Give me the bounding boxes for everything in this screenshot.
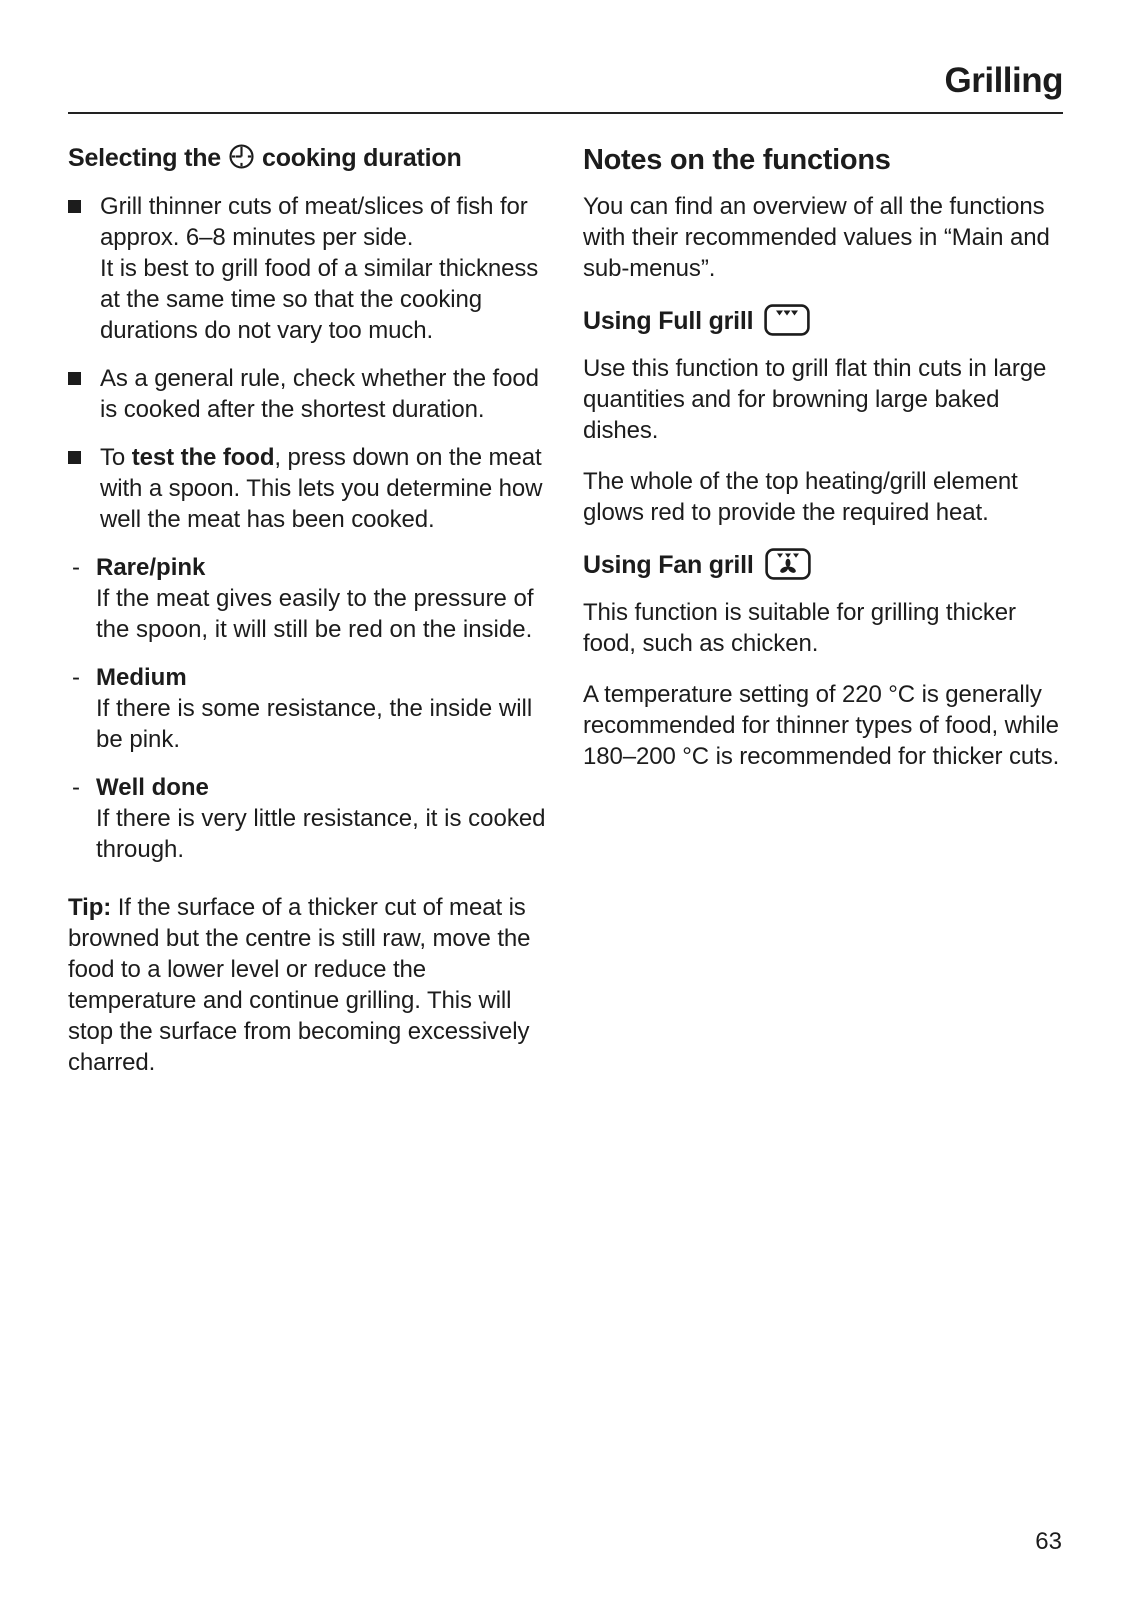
tip-paragraph — [68, 892, 550, 1078]
bullet-item-test-the-food — [68, 442, 550, 535]
right-column — [583, 143, 1063, 1098]
section-heading-notes: Notes on the functions — [583, 144, 891, 176]
bullet-text — [100, 363, 550, 425]
full-grill-paragraph-2: The whole of the top heating/grill element glows red to provide the required heat. — [583, 468, 1018, 526]
tip-text: If the surface of a thicker cut of meat is browned but the centre is still raw, move the food to a lower level or reduce the temperature and continue grilling. This will stop the surface from becoming excessively charred. — [68, 894, 531, 1076]
section-heading-cooking-duration — [68, 143, 550, 174]
fan-grill-paragraph-1: This function is suitable for grilling thicker food, such as chicken. — [583, 599, 1016, 657]
page-number: 63 — [1035, 1528, 1062, 1555]
heading-text-pre: Selecting the — [68, 144, 221, 172]
header-rule — [68, 112, 1063, 114]
tip-label: Tip: — [68, 894, 112, 921]
square-bullet-marker — [68, 451, 81, 464]
doneness-body — [96, 662, 550, 755]
doneness-item-rare — [68, 552, 550, 645]
doneness-text: If there is some resistance, the inside will be pink. — [96, 695, 533, 753]
bullet-paragraph — [100, 442, 550, 535]
bullet-item-grill-thinner-cuts — [68, 191, 550, 346]
subheading-fan-grill — [583, 548, 1063, 581]
dash-marker: - — [72, 554, 80, 581]
bullet-text-pre: To — [100, 444, 132, 471]
dash-marker: - — [72, 774, 80, 801]
bullet-text — [100, 442, 550, 535]
doneness-body — [96, 772, 550, 865]
bullet-paragraph: Grill thinner cuts of meat/slices of fish for approx. 6–8 minutes per side. — [100, 193, 528, 251]
heading-text-post: cooking duration — [262, 144, 462, 172]
doneness-title: Well done — [96, 774, 209, 801]
doneness-title: Medium — [96, 664, 187, 691]
full-grill-icon — [764, 304, 810, 336]
doneness-text: If there is very little resistance, it is cooked through. — [96, 805, 546, 863]
bullet-text-post: , press down on the meat with a spoon. This lets you determine how well the meat has been cooked. — [100, 444, 543, 533]
fan-grill-paragraph-2: A temperature setting of 220 °C is generally recommended for thinner types of food, while 180–200 °C is recommended for thicker cuts. — [583, 681, 1060, 770]
doneness-text: If the meat gives easily to the pressure of the spoon, it will still be red on the inside. — [96, 585, 534, 643]
bullet-paragraph: It is best to grill food of a similar thickness at the same time so that the cooking durations do not vary too much. — [100, 255, 539, 344]
doneness-body — [96, 552, 550, 645]
square-bullet-marker — [68, 372, 81, 385]
full-grill-heading-text: Using Full grill — [583, 307, 754, 335]
square-bullet-marker — [68, 200, 81, 213]
left-column — [68, 143, 550, 1098]
bullet-text — [100, 191, 550, 346]
bullet-text-bold: test the food — [131, 444, 275, 471]
doneness-title: Rare/pink — [96, 554, 206, 581]
clock-icon — [228, 143, 255, 170]
fan-grill-icon — [765, 548, 811, 580]
page-title: Grilling — [944, 61, 1063, 100]
full-grill-paragraph-1: Use this function to grill flat thin cuts in large quantities and for browning large baked dishes. — [583, 355, 1047, 444]
subheading-full-grill — [583, 304, 1063, 337]
dash-marker: - — [72, 664, 80, 691]
doneness-item-medium — [68, 662, 550, 755]
bullet-paragraph: As a general rule, check whether the food is cooked after the shortest duration. — [100, 365, 539, 423]
notes-intro-paragraph: You can find an overview of all the functions with their recommended values in “Main and sub-menus”. — [583, 193, 1050, 282]
doneness-item-well-done — [68, 772, 550, 865]
fan-grill-heading-text: Using Fan grill — [583, 551, 754, 579]
two-column-layout — [68, 143, 1063, 1098]
bullet-item-general-rule — [68, 363, 550, 425]
